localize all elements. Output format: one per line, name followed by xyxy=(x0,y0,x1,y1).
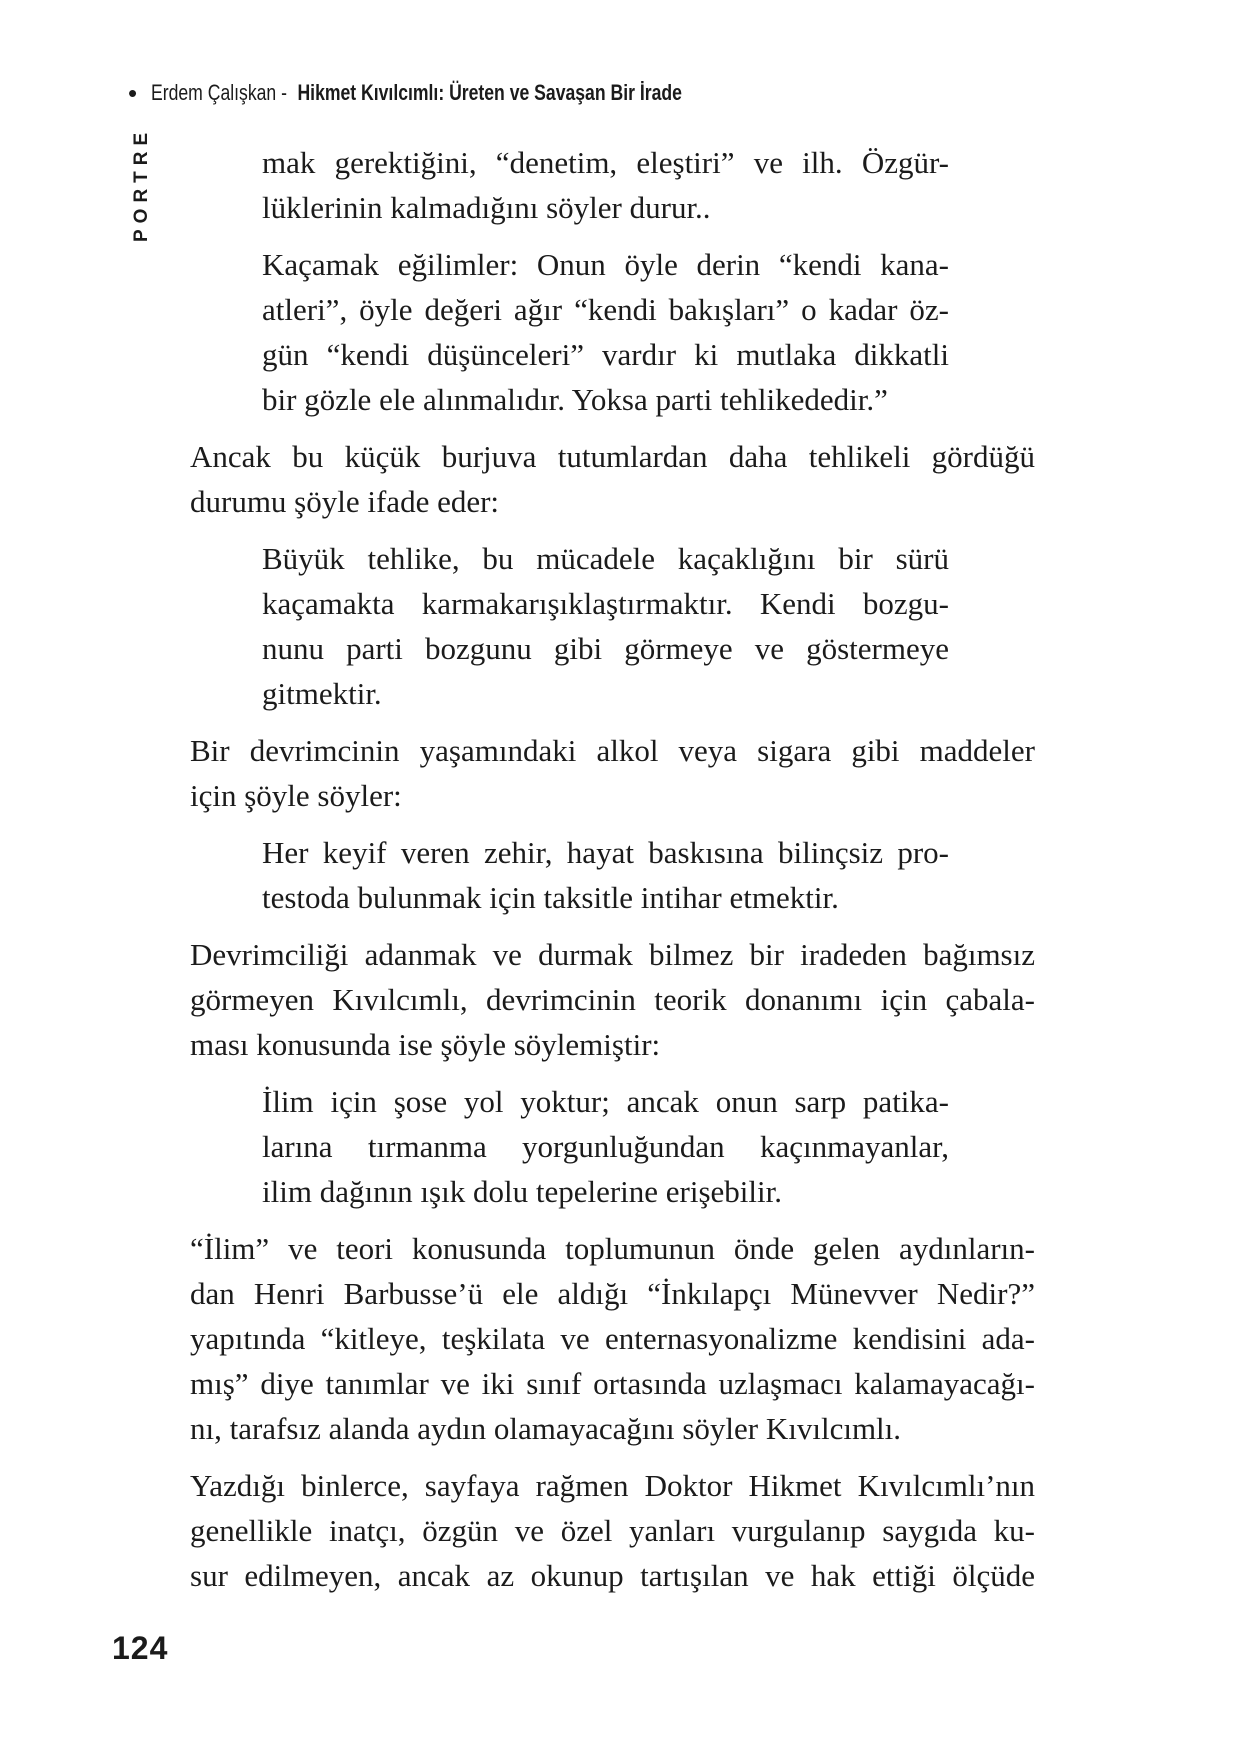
header-book-title: Hikmet Kıvılcımlı: Üreten ve Savaşan Bir İrade xyxy=(297,80,683,105)
text-line: Bir devrimcinin yaşamındaki alkol veya sigara gibi maddeler xyxy=(190,733,1035,768)
block-quote xyxy=(190,536,1035,716)
header-text xyxy=(151,80,682,106)
text-line: atleri”, öyle değeri ağır “kendi bakışları” o kadar öz- xyxy=(262,292,949,327)
block-quote xyxy=(190,830,1035,920)
paragraph xyxy=(190,932,1035,1067)
text-line: Büyük tehlike, bu mücadele kaçaklığını bir sürü xyxy=(262,541,949,576)
block-quote xyxy=(190,242,1035,422)
section-label-portre: PORTRE xyxy=(131,126,152,242)
text-line: ilim dağının ışık dolu tepelerine erişebilir. xyxy=(262,1174,783,1209)
text-line: kaçamakta karmakarışıklaştırmaktır. Kendi bozgu- xyxy=(262,586,949,621)
text-line: nı, tarafsız alanda aydın olamayacağını söyler Kıvılcımlı. xyxy=(190,1411,902,1446)
text-line: nunu parti bozgunu gibi görmeye ve göstermeye xyxy=(262,631,949,666)
text-line: mak gerektiğini, “denetim, eleştiri” ve ilh. Özgür- xyxy=(262,145,949,180)
header-author: Erdem Çalışkan - xyxy=(151,80,288,105)
text-line: bir gözle ele alınmalıdır. Yoksa parti tehlikededir.” xyxy=(262,382,888,417)
paragraph xyxy=(190,1463,1035,1598)
text-line: Yazdığı binlerce, sayfaya rağmen Doktor Hikmet Kıvılcımlı’nın xyxy=(190,1468,1035,1503)
text-line: dan Henri Barbusse’ü ele aldığı “İnkılapçı Münevver Nedir?” xyxy=(190,1276,1035,1311)
block-quote xyxy=(190,140,1035,230)
text-line: Kaçamak eğilimler: Onun öyle derin “kendi kana- xyxy=(262,247,949,282)
text-line: testoda bulunmak için taksitle intihar etmektir. xyxy=(262,880,839,915)
text-line: mış” diye tanımlar ve iki sınıf ortasında uzlaşmacı kalamayacağı- xyxy=(190,1366,1035,1401)
text-line: “İlim” ve teori konusunda toplumunun önde gelen aydınların- xyxy=(190,1231,1035,1266)
bullet-icon: • xyxy=(128,78,138,108)
text-line: larına tırmanma yorgunluğundan kaçınmayanlar, xyxy=(262,1129,949,1164)
paragraph xyxy=(190,728,1035,818)
text-line: gitmektir. xyxy=(262,676,382,711)
text-line: görmeyen Kıvılcımlı, devrimcinin teorik donanımı için çabala- xyxy=(190,982,1035,1017)
text-line: lüklerinin kalmadığını söyler durur.. xyxy=(262,190,711,225)
running-header xyxy=(128,80,815,106)
text-line: Devrimciliği adanmak ve durmak bilmez bir iradeden bağımsız xyxy=(190,937,1035,972)
text-line: gün “kendi düşünceleri” vardır ki mutlaka dikkatli xyxy=(262,337,949,372)
text-line: Ancak bu küçük burjuva tutumlardan daha tehlikeli gördüğü xyxy=(190,439,1035,474)
page-number: 124 xyxy=(112,1630,169,1666)
text-line: İlim için şose yol yoktur; ancak onun sarp patika- xyxy=(262,1084,949,1119)
text-line: Her keyif veren zehir, hayat baskısına bilinçsiz pro- xyxy=(262,835,949,870)
text-line: durumu şöyle ifade eder: xyxy=(190,484,500,519)
text-line: genellikle inatçı, özgün ve özel yanları vurgulanıp saygıda ku- xyxy=(190,1513,1035,1548)
block-quote xyxy=(190,1079,1035,1214)
text-line: sur edilmeyen, ancak az okunup tartışılan ve hak ettiği ölçüde xyxy=(190,1558,1035,1593)
text-line: ması konusunda ise şöyle söylemiştir: xyxy=(190,1027,661,1062)
text-line: yapıtında “kitleye, teşkilata ve enternasyonalizme kendisini ada- xyxy=(190,1321,1035,1356)
page-body xyxy=(190,140,1035,1610)
paragraph xyxy=(190,434,1035,524)
text-line: için şöyle söyler: xyxy=(190,778,402,813)
paragraph xyxy=(190,1226,1035,1451)
